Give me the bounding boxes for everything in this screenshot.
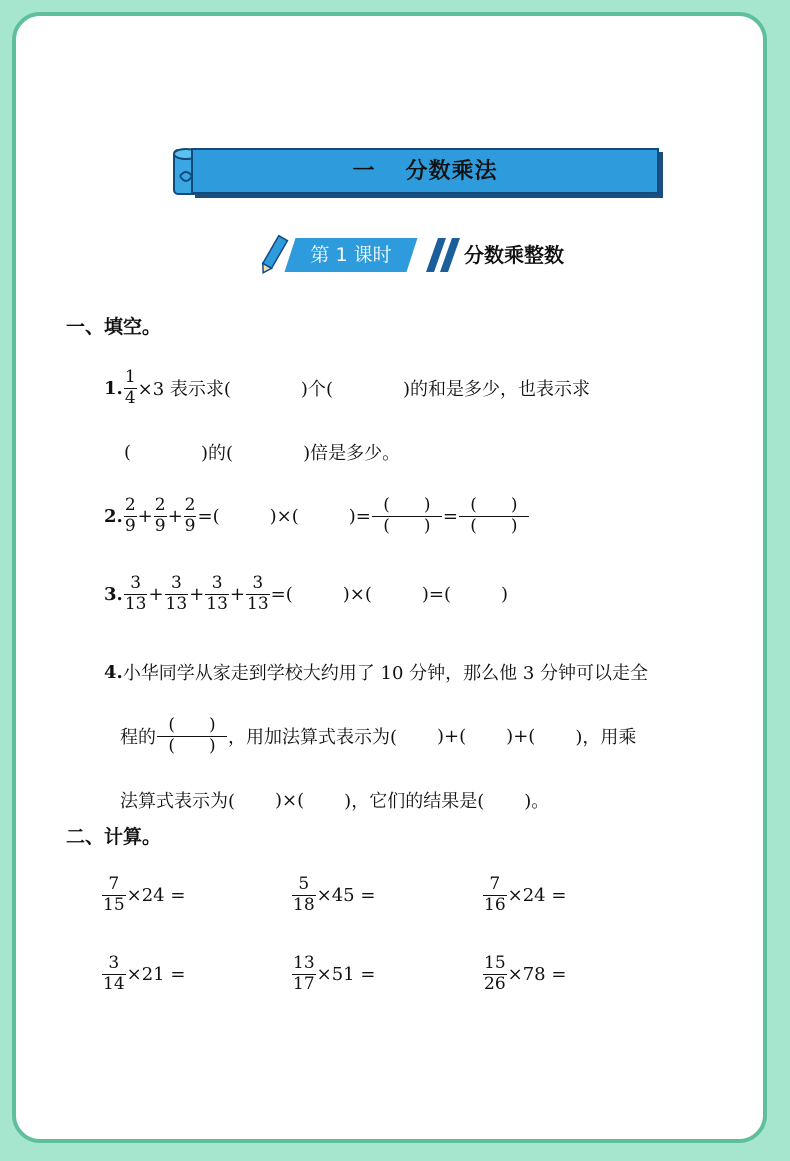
- lesson-header: [256, 234, 586, 278]
- fraction: $\frac{3}{13}$: [247, 572, 269, 614]
- question-number: 3: [104, 583, 117, 605]
- calc-problem: $\frac{15}{26}$ ×78 =: [484, 952, 567, 994]
- section-calc-title: 二、计算。: [66, 826, 162, 848]
- chapter-banner: [166, 146, 661, 198]
- lesson-topic: 分数乘整数: [464, 243, 564, 267]
- calc-problem: $\frac{3}{14}$ ×21 =: [103, 952, 186, 994]
- worksheet-page: [12, 12, 767, 1143]
- fraction: $\frac{2}{9}$: [124, 494, 136, 536]
- chapter-title: [193, 150, 657, 192]
- chapter-name: 分数乘法: [405, 159, 498, 184]
- fraction: $\frac{5}{18}$: [293, 873, 315, 915]
- question-2: 2 . $\frac{2}{9}$ + $\frac{2}{9}$ + $\frac{2}{9}$ =( )×( )= $\frac{( )}{( )}$ = $\frac{( )}{( )}$: [104, 486, 530, 546]
- question-4-continued: 法算式表示为( )×( )，它们的结果是( )。: [120, 789, 550, 812]
- question-number: 4: [104, 661, 117, 683]
- section-fill-in-title: 一、填空。: [66, 316, 162, 338]
- question-number: 2: [104, 505, 117, 527]
- fraction: $\frac{3}{13}$: [165, 572, 188, 614]
- blank-fraction[interactable]: $\frac{( )}{( )}$: [372, 497, 442, 536]
- calc-problem: $\frac{7}{15}$ ×24 =: [103, 873, 186, 915]
- chapter-number: 一: [352, 159, 376, 184]
- blank-fraction[interactable]: $\frac{( )}{( )}$: [157, 717, 227, 756]
- calc-problem: $\frac{5}{18}$ ×45 =: [293, 873, 376, 915]
- fraction: $\frac{3}{13}$: [124, 572, 147, 614]
- question-4-continued: 程的 $\frac{( )}{( )}$ ，用加法算式表示为( )+( )+( )，用乘: [120, 714, 637, 756]
- fraction: $\frac{3}{13}$: [206, 572, 228, 614]
- fraction: $\frac{7}{15}$: [103, 873, 125, 915]
- question-3: 3 . $\frac{3}{13}$ + $\frac{3}{13}$ + $\frac{3}{13}$ + $\frac{3}{13}$ =( )×( )=( ): [104, 572, 509, 614]
- fraction: $\frac{13}{17}$: [293, 952, 315, 994]
- fraction: $\frac{2}{9}$: [184, 494, 196, 536]
- lesson-label: 第 1 课时: [310, 244, 392, 266]
- banner-bar: [191, 148, 659, 194]
- question-4: 4 . 小华同学从家走到学校大约用了 10 分钟，那么他 3 分钟可以走全: [104, 661, 649, 684]
- fraction: $\frac{1}{4}$: [124, 366, 136, 408]
- question-1-continued: ( )的( )倍是多少。: [124, 441, 401, 464]
- calc-problem: $\frac{7}{16}$ ×24 =: [484, 873, 567, 915]
- question-1: 1 . $\frac{1}{4}$ ×3 表示求( )个( )的和是多少，也表示求: [104, 366, 590, 408]
- calc-problem: $\frac{13}{17}$ ×51 =: [293, 952, 376, 994]
- fraction: $\frac{3}{14}$: [103, 952, 125, 994]
- fraction: $\frac{2}{9}$: [154, 494, 166, 536]
- slash-divider-icon: [424, 238, 464, 272]
- fraction: $\frac{15}{26}$: [484, 952, 506, 994]
- question-number: 1: [104, 377, 117, 399]
- fraction: $\frac{7}{16}$: [484, 873, 506, 915]
- blank-fraction[interactable]: $\frac{( )}{( )}$: [459, 497, 529, 536]
